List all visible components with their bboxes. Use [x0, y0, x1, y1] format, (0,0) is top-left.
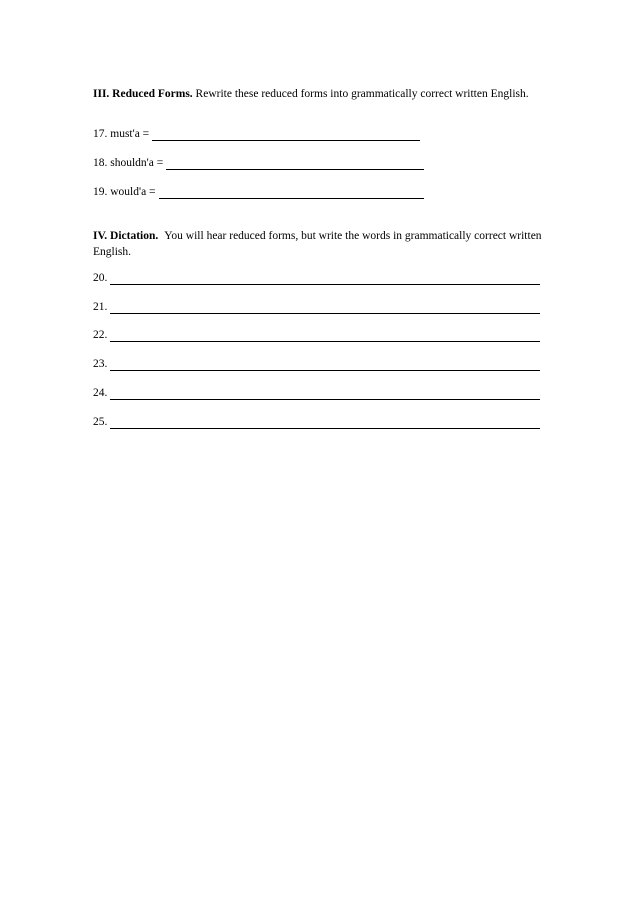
- question-label: 18. shouldn'a =: [93, 157, 164, 169]
- answer-blank[interactable]: [152, 129, 420, 141]
- question-label: 19. would'a =: [93, 186, 156, 198]
- question-label: 25.: [93, 416, 108, 428]
- section-dictation: [93, 228, 553, 260]
- question-18: [93, 156, 424, 170]
- dictation-24: [93, 386, 540, 400]
- dictation-22: [93, 328, 540, 342]
- answer-blank[interactable]: [110, 388, 540, 400]
- question-label: 23.: [93, 358, 108, 370]
- section-title: IV. Dictation.: [93, 230, 159, 242]
- question-label: 24.: [93, 387, 108, 399]
- section-dictation-heading: [93, 228, 553, 260]
- question-label: 17. must'a =: [93, 128, 150, 140]
- question-label: 21.: [93, 301, 108, 313]
- question-19: [93, 185, 424, 199]
- section-instruction: You will hear reduced forms, but write the words in grammatically correct written English.: [93, 230, 542, 258]
- answer-blank[interactable]: [110, 273, 540, 285]
- dictation-21: [93, 300, 540, 314]
- question-label: 22.: [93, 329, 108, 341]
- dictation-25: [93, 415, 540, 429]
- answer-blank[interactable]: [110, 302, 540, 314]
- dictation-20: [93, 271, 540, 285]
- answer-blank[interactable]: [110, 359, 540, 371]
- question-17: [93, 127, 420, 141]
- section-reduced-forms: [93, 86, 553, 102]
- answer-blank[interactable]: [166, 158, 424, 170]
- section-instruction: Rewrite these reduced forms into grammatically correct written English.: [192, 88, 529, 100]
- section-title: III. Reduced Forms.: [93, 88, 193, 100]
- section-reduced-forms-heading: [93, 86, 553, 102]
- dictation-23: [93, 357, 540, 371]
- answer-blank[interactable]: [110, 417, 540, 429]
- answer-blank[interactable]: [159, 187, 424, 199]
- answer-blank[interactable]: [110, 330, 540, 342]
- question-label: 20.: [93, 272, 108, 284]
